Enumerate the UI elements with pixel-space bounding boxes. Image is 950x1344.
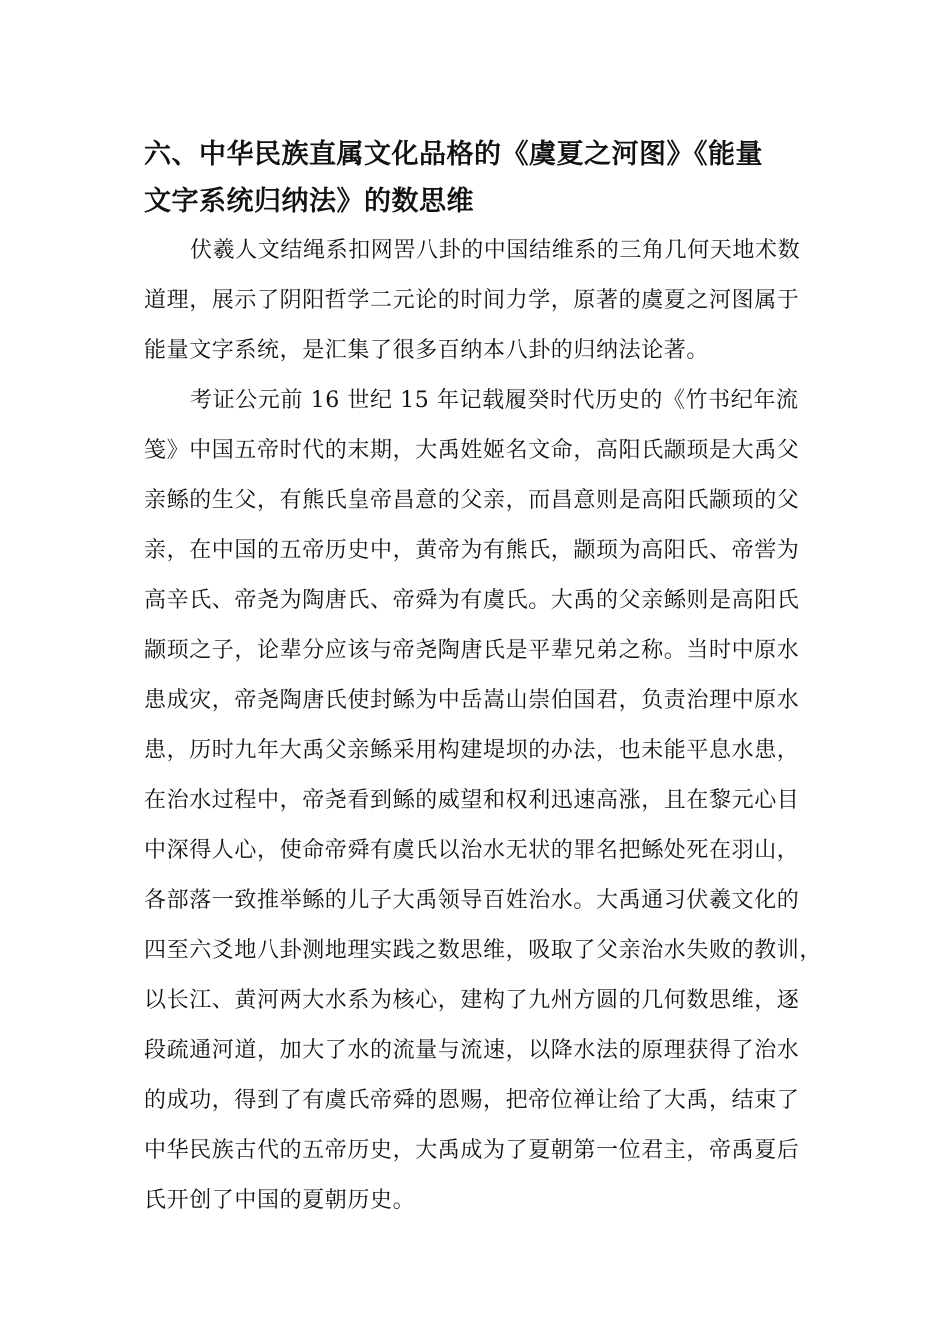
paragraph-1-line: 道理，展示了阴阳哲学二元论的时间力学，原著的虞夏之河图属于 xyxy=(144,288,800,313)
paragraph-2-line: 亲鲧的生父，有熊氏皇帝昌意的父亲，而昌意则是高阳氏颛顼的父 xyxy=(144,488,800,513)
paragraph-2-line: 段疏通河道，加大了水的流量与流速，以降水法的原理获得了治水 xyxy=(144,1038,800,1063)
paragraph-2-line: 颛顼之子，论辈分应该与帝尧陶唐氏是平辈兄弟之称。当时中原水 xyxy=(144,638,800,663)
paragraph-2-line: 中华民族古代的五帝历史，大禹成为了夏朝第一位君主，帝禹夏后 xyxy=(144,1138,800,1163)
paragraph-2-line: 的成功，得到了有虞氏帝舜的恩赐，把帝位禅让给了大禹，结束了 xyxy=(144,1088,800,1113)
paragraph-1-line: 伏羲人文结绳系扣网罟八卦的中国结维系的三角几何天地术数 xyxy=(190,238,801,263)
paragraph-2-line: 在治水过程中，帝尧看到鲧的威望和权利迅速高涨，且在黎元心目 xyxy=(144,788,800,813)
paragraph-2-line: 考证公元前 16 世纪 15 年记载履癸时代历史的《竹书纪年流 xyxy=(190,388,799,413)
paragraph-2-line: 亲，在中国的五帝历史中，黄帝为有熊氏，颛顼为高阳氏、帝喾为 xyxy=(144,538,800,563)
paragraph-2-line: 中深得人心，使命帝舜有虞氏以治水无状的罪名把鲧处死在羽山， xyxy=(144,838,800,863)
section-heading-line-1: 六、中华民族直属文化品格的《虞夏之河图》《能量 xyxy=(144,139,763,170)
paragraph-2-line: 四至六爻地八卦测地理实践之数思维，吸取了父亲治水失败的教训， xyxy=(144,938,823,963)
paragraph-2-line: 高辛氏、帝尧为陶唐氏、帝舜为有虞氏。大禹的父亲鲧则是高阳氏 xyxy=(144,588,800,613)
paragraph-2-line: 以长江、黄河两大水系为核心，建构了九州方圆的几何数思维，逐 xyxy=(144,988,800,1013)
paragraph-2-line: 患，历时九年大禹父亲鲧采用构建堤坝的办法，也未能平息水患， xyxy=(144,738,800,763)
paragraph-2-line: 各部落一致推举鲧的儿子大禹领导百姓治水。大禹通习伏羲文化的 xyxy=(144,888,800,913)
paragraph-2-line: 患成灾，帝尧陶唐氏使封鲧为中岳嵩山崇伯国君，负责治理中原水 xyxy=(144,688,800,713)
paragraph-2-line: 氏开创了中国的夏朝历史。 xyxy=(144,1188,416,1213)
paragraph-2-line: 笺》中国五帝时代的末期，大禹姓姬名文命，高阳氏颛顼是大禹父 xyxy=(144,438,800,463)
paragraph-1-line: 能量文字系统，是汇集了很多百纳本八卦的归纳法论著。 xyxy=(144,338,710,363)
section-heading-line-2: 文字系统归纳法》的数思维 xyxy=(144,186,474,217)
